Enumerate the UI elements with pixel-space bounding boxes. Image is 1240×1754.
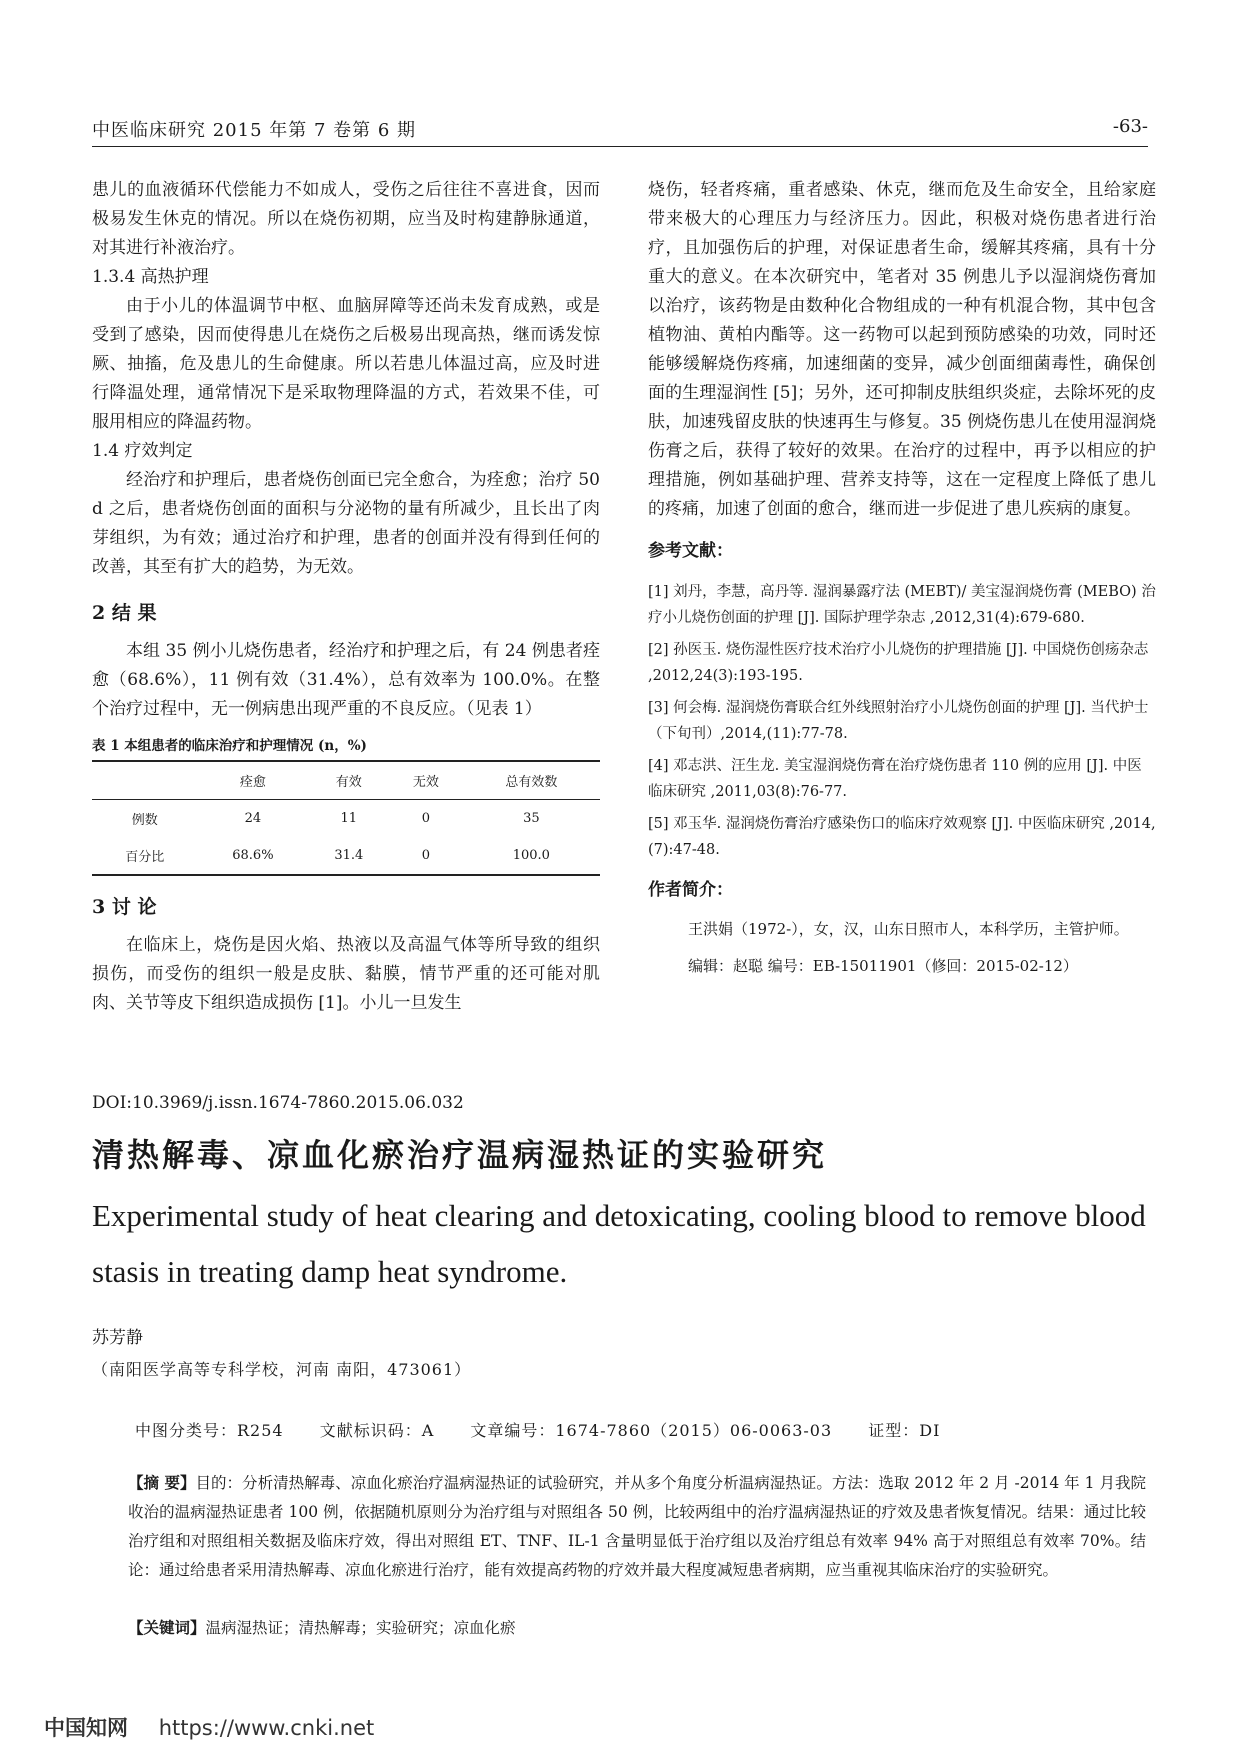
reference-item: [4] 邓志洪、汪生龙. 美宝湿润烧伤膏在治疗烧伤患者 110 例的应用 [J]. 中医临床研究 ,2011,03(8):76-77. bbox=[648, 758, 1142, 800]
keywords bbox=[128, 1616, 516, 1638]
results-table bbox=[92, 760, 600, 876]
author-bio: 王洪娟（1972-），女，汉，山东日照市人，本科学历，主管护师。 bbox=[688, 920, 1129, 938]
author-name: 苏芳静 bbox=[92, 1328, 143, 1348]
article-title-cn: 清热解毒、凉血化瘀治疗温病湿热证的实验研究 bbox=[92, 1136, 828, 1174]
table-header bbox=[92, 761, 197, 800]
results-heading: 2 结 果 bbox=[92, 602, 157, 624]
reference-item: [2] 孙医玉. 烧伤湿性医疗技术治疗小儿烧伤的护理措施 [J]. 中国烧伤创疡杂志 ,2012,24(3):193-195. bbox=[648, 642, 1149, 684]
section-title: 1.4 疗效判定 bbox=[92, 441, 193, 461]
table-cell: 百分比 bbox=[125, 850, 165, 865]
syndrome-type: 证型：DI bbox=[868, 1421, 941, 1440]
paragraph: 本组 35 例小儿烧伤患者，经治疗和护理之后，有 24 例患者痊愈（68.6%），11 例有效（31.4%），总有效率为 100.0%。在整个治疗过程中，无一例病患出现严重的不良反应。（见表 1） bbox=[92, 641, 600, 719]
reference-item: [3] 何会梅. 湿润烧伤膏联合红外线照射治疗小儿烧伤创面的护理 [J]. 当代护士（下旬刊）,2014,(11):77-78. bbox=[648, 700, 1149, 742]
reference-item: [5] 邓玉华. 湿润烧伤膏治疗感染伤口的临床疗效观察 [J]. 中医临床研究 ,2014,(7):47-48. bbox=[648, 816, 1156, 858]
right-column bbox=[648, 176, 1156, 976]
author-bio-heading: 作者简介： bbox=[648, 880, 733, 900]
table-cell: 68.6% bbox=[232, 848, 274, 863]
table-row bbox=[92, 800, 600, 838]
table-cell: 例数 bbox=[131, 813, 158, 828]
page-number: -63- bbox=[1112, 116, 1148, 137]
abstract-label: 【摘 要】 bbox=[128, 1473, 196, 1492]
cnki-logo: 中国知网 bbox=[44, 1716, 128, 1740]
table-header: 痊愈 bbox=[239, 775, 266, 790]
paragraph: 由于小儿的体温调节中枢、血脑屏障等还尚未发育成熟，或是受到了感染，因而使得患儿在烧伤之后极易出现高热，继而诱发惊厥、抽搐，危及患儿的生命健康。所以若患儿体温过高，应及时进行降温处理，通常情况下是采取物理降温的方式，若效果不佳，可服用相应的降温药物。 bbox=[92, 296, 600, 432]
abstract bbox=[128, 1468, 1146, 1585]
editor-info: 编辑：赵聪 编号：EB-15011901（修回：2015-02-12） bbox=[688, 957, 1078, 975]
table-row bbox=[92, 837, 600, 875]
table-header: 无效 bbox=[412, 775, 439, 790]
paragraph: 患儿的血液循环代偿能力不如成人，受伤之后往往不喜进食，因而极易发生休克的情况。所以在烧伤初期，应当及时构建静脉通道，对其进行补液治疗。 bbox=[92, 180, 600, 258]
article-title-en: Experimental study of heat clearing and detoxicating, cooling blood to remove blood stasis in treating damp heat syndrome. bbox=[92, 1198, 1146, 1289]
article-number: 文章编号：1674-7860（2015）06-0063-03 bbox=[470, 1421, 833, 1440]
discussion-heading: 3 讨 论 bbox=[92, 896, 157, 918]
header-rule bbox=[92, 146, 1148, 147]
keywords-label: 【关键词】 bbox=[128, 1618, 206, 1637]
section-title: 1.3.4 高热护理 bbox=[92, 267, 209, 287]
left-column bbox=[92, 176, 600, 1018]
table-cell: 0 bbox=[421, 811, 431, 826]
table-header: 总有效数 bbox=[505, 775, 558, 790]
table-cell: 35 bbox=[523, 811, 540, 826]
table-cell: 11 bbox=[340, 811, 358, 826]
clc-number: 中图分类号：R254 bbox=[135, 1421, 284, 1440]
paragraph: 在临床上，烧伤是因火焰、热液以及高温气体等所导致的组织损伤，而受伤的组织一般是皮肤、黏膜，情节严重的还可能对肌肉、关节等皮下组织造成损伤 [1]。小儿一旦发生 bbox=[92, 935, 600, 1013]
reference-item: [1] 刘丹，李慧，高丹等. 湿润暴露疗法 (MEBT)/ 美宝湿润烧伤膏 (MEBO) 治疗小儿烧伤创面的护理 [J]. 国际护理学杂志 ,2012,31(4):679-680. bbox=[648, 584, 1156, 626]
table-cell: 0 bbox=[421, 848, 431, 863]
table-cell: 31.4 bbox=[334, 848, 364, 863]
references-heading: 参考文献： bbox=[648, 541, 733, 561]
affiliation: （南阳医学高等专科学校，河南 南阳，473061） bbox=[92, 1360, 472, 1379]
doc-code: 文献标识码：A bbox=[319, 1421, 435, 1440]
table-caption: 表 1 本组患者的临床治疗和护理情况 (n，%) bbox=[92, 738, 367, 754]
table-header: 有效 bbox=[335, 775, 362, 790]
journal-header: 中医临床研究 2015 年第 7 卷第 6 期 bbox=[92, 120, 417, 141]
table-cell: 24 bbox=[244, 811, 262, 826]
footer-watermark bbox=[44, 1712, 374, 1742]
doi: DOI:10.3969/j.issn.1674-7860.2015.06.032 bbox=[92, 1093, 464, 1113]
abstract-text: 目的：分析清热解毒、凉血化瘀治疗温病湿热证的试验研究，并从多个角度分析温病湿热证。方法：选取 2012 年 2 月 -2014 年 1 月我院收治的温病湿热证患者 100 例，依据随机原则分为治疗组与对照组各 50 例，比较两组中的治疗温病湿热证的疗效及患者恢复情况。结果：通过比较治疗组和对照组相关数据及临床疗效，得出对照组 ET、TNF、IL-1 含量明显低于治疗组以及治疗组总有效率 94% 高于对照组总有效率 70%。结论：通过给患者采用清热解毒、凉血化瘀进行治疗，能有效提高药物的疗效并最大程度减短患者病期，应当重视其临床治疗的实验研究。 bbox=[128, 1474, 1146, 1579]
cnki-url[interactable]: https://www.cnki.net bbox=[158, 1716, 375, 1740]
paragraph: 经治疗和护理后，患者烧伤创面已完全愈合，为痊愈；治疗 50 d 之后，患者烧伤创面的面积与分泌物的量有所减少，且长出了肉芽组织，为有效；通过治疗和护理，患者的创面并没有得到任何的改善，其至有扩大的趋势，为无效。 bbox=[92, 470, 600, 577]
keywords-text: 温病湿热证；清热解毒；实验研究；凉血化瘀 bbox=[205, 1619, 516, 1637]
table-cell: 100.0 bbox=[512, 848, 550, 863]
classification-line bbox=[135, 1418, 970, 1441]
paragraph: 烧伤，轻者疼痛，重者感染、休克，继而危及生命安全，且给家庭带来极大的心理压力与经济压力。因此，积极对烧伤患者进行治疗，且加强伤后的护理，对保证患者生命，缓解其疼痛，具有十分重大的意义。在本次研究中，笔者对 35 例患儿予以湿润烧伤膏加以治疗，该药物是由数种化合物组成的一种有机混合物，其中包含植物油、黄柏内酯等。这一药物可以起到预防感染的功效，同时还能够缓解烧伤疼痛，加速细菌的变异，减少创面细菌毒性，确保创面的生理湿润性 [5]；另外，还可抑制皮肤组织炎症，去除坏死的皮肤，加速残留皮肤的快速再生与修复。35 例烧伤患儿在使用湿润烧伤膏之后，获得了较好的效果。在治疗的过程中，再予以相应的护理措施，例如基础护理、营养支持等，这在一定程度上降低了患儿的疼痛，加速了创面的愈合，继而进一步促进了患儿疾病的康复。 bbox=[648, 180, 1156, 519]
